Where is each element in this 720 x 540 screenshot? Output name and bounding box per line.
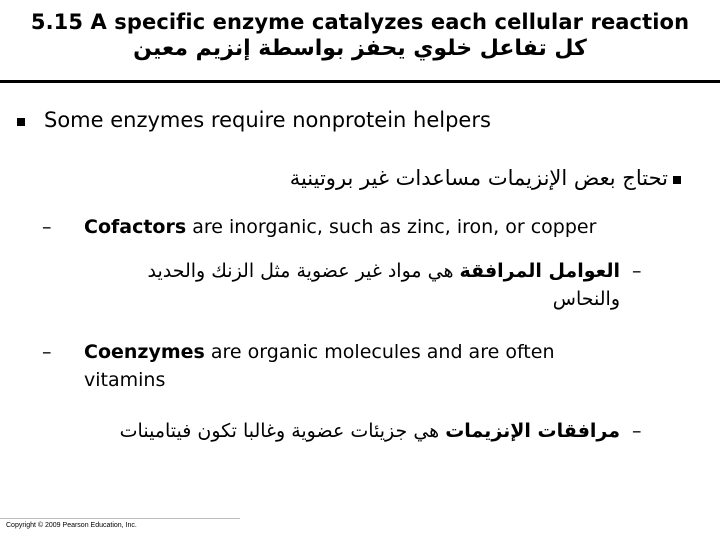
- bullet-square-icon: [17, 118, 25, 126]
- footer-divider: [0, 518, 240, 519]
- bullet-square-icon: [673, 176, 681, 184]
- cofactors-text: are inorganic, such as zinc, iron, or copper: [186, 216, 597, 238]
- title-divider: [0, 80, 720, 83]
- coenzymes-definition: [84, 341, 555, 363]
- cofactors-definition-arabic: [147, 260, 620, 282]
- cofactors-text-arabic: هي مواد غير عضوية مثل الزنك والحديد: [147, 260, 460, 282]
- dash-marker: –: [632, 420, 642, 442]
- coenzymes-text-arabic: هي جزيئات عضوية وغالبا تكون فيتامينات: [119, 420, 446, 442]
- cofactors-definition: [84, 216, 596, 238]
- bullet-enzymes-helpers-arabic: تحتاج بعض الإنزيمات مساعدات غير بروتينية: [289, 166, 668, 190]
- coenzymes-term-arabic: مرافقات الإنزيمات: [445, 420, 620, 442]
- dash-marker: –: [42, 216, 52, 238]
- copyright-notice: Copyright © 2009 Pearson Education, Inc.: [6, 522, 137, 529]
- coenzymes-definition-line2: vitamins: [84, 369, 166, 391]
- bullet-enzymes-helpers: Some enzymes require nonprotein helpers: [44, 108, 491, 132]
- coenzymes-term: Coenzymes: [84, 341, 205, 363]
- coenzymes-text: are organic molecules and are often: [204, 341, 555, 363]
- cofactors-definition-arabic-line2: والنحاس: [552, 288, 620, 310]
- coenzymes-definition-arabic: [120, 420, 620, 442]
- cofactors-term-arabic: العوامل المرافقة: [459, 260, 620, 282]
- dash-marker: –: [42, 341, 52, 363]
- slide-title-english: 5.15 A specific enzyme catalyzes each cellular reaction: [30, 10, 690, 34]
- cofactors-term: Cofactors: [84, 216, 187, 238]
- slide-title-arabic: كل تفاعل خلوي يحفز بواسطة إنزيم معين: [133, 36, 587, 61]
- dash-marker: –: [632, 260, 642, 282]
